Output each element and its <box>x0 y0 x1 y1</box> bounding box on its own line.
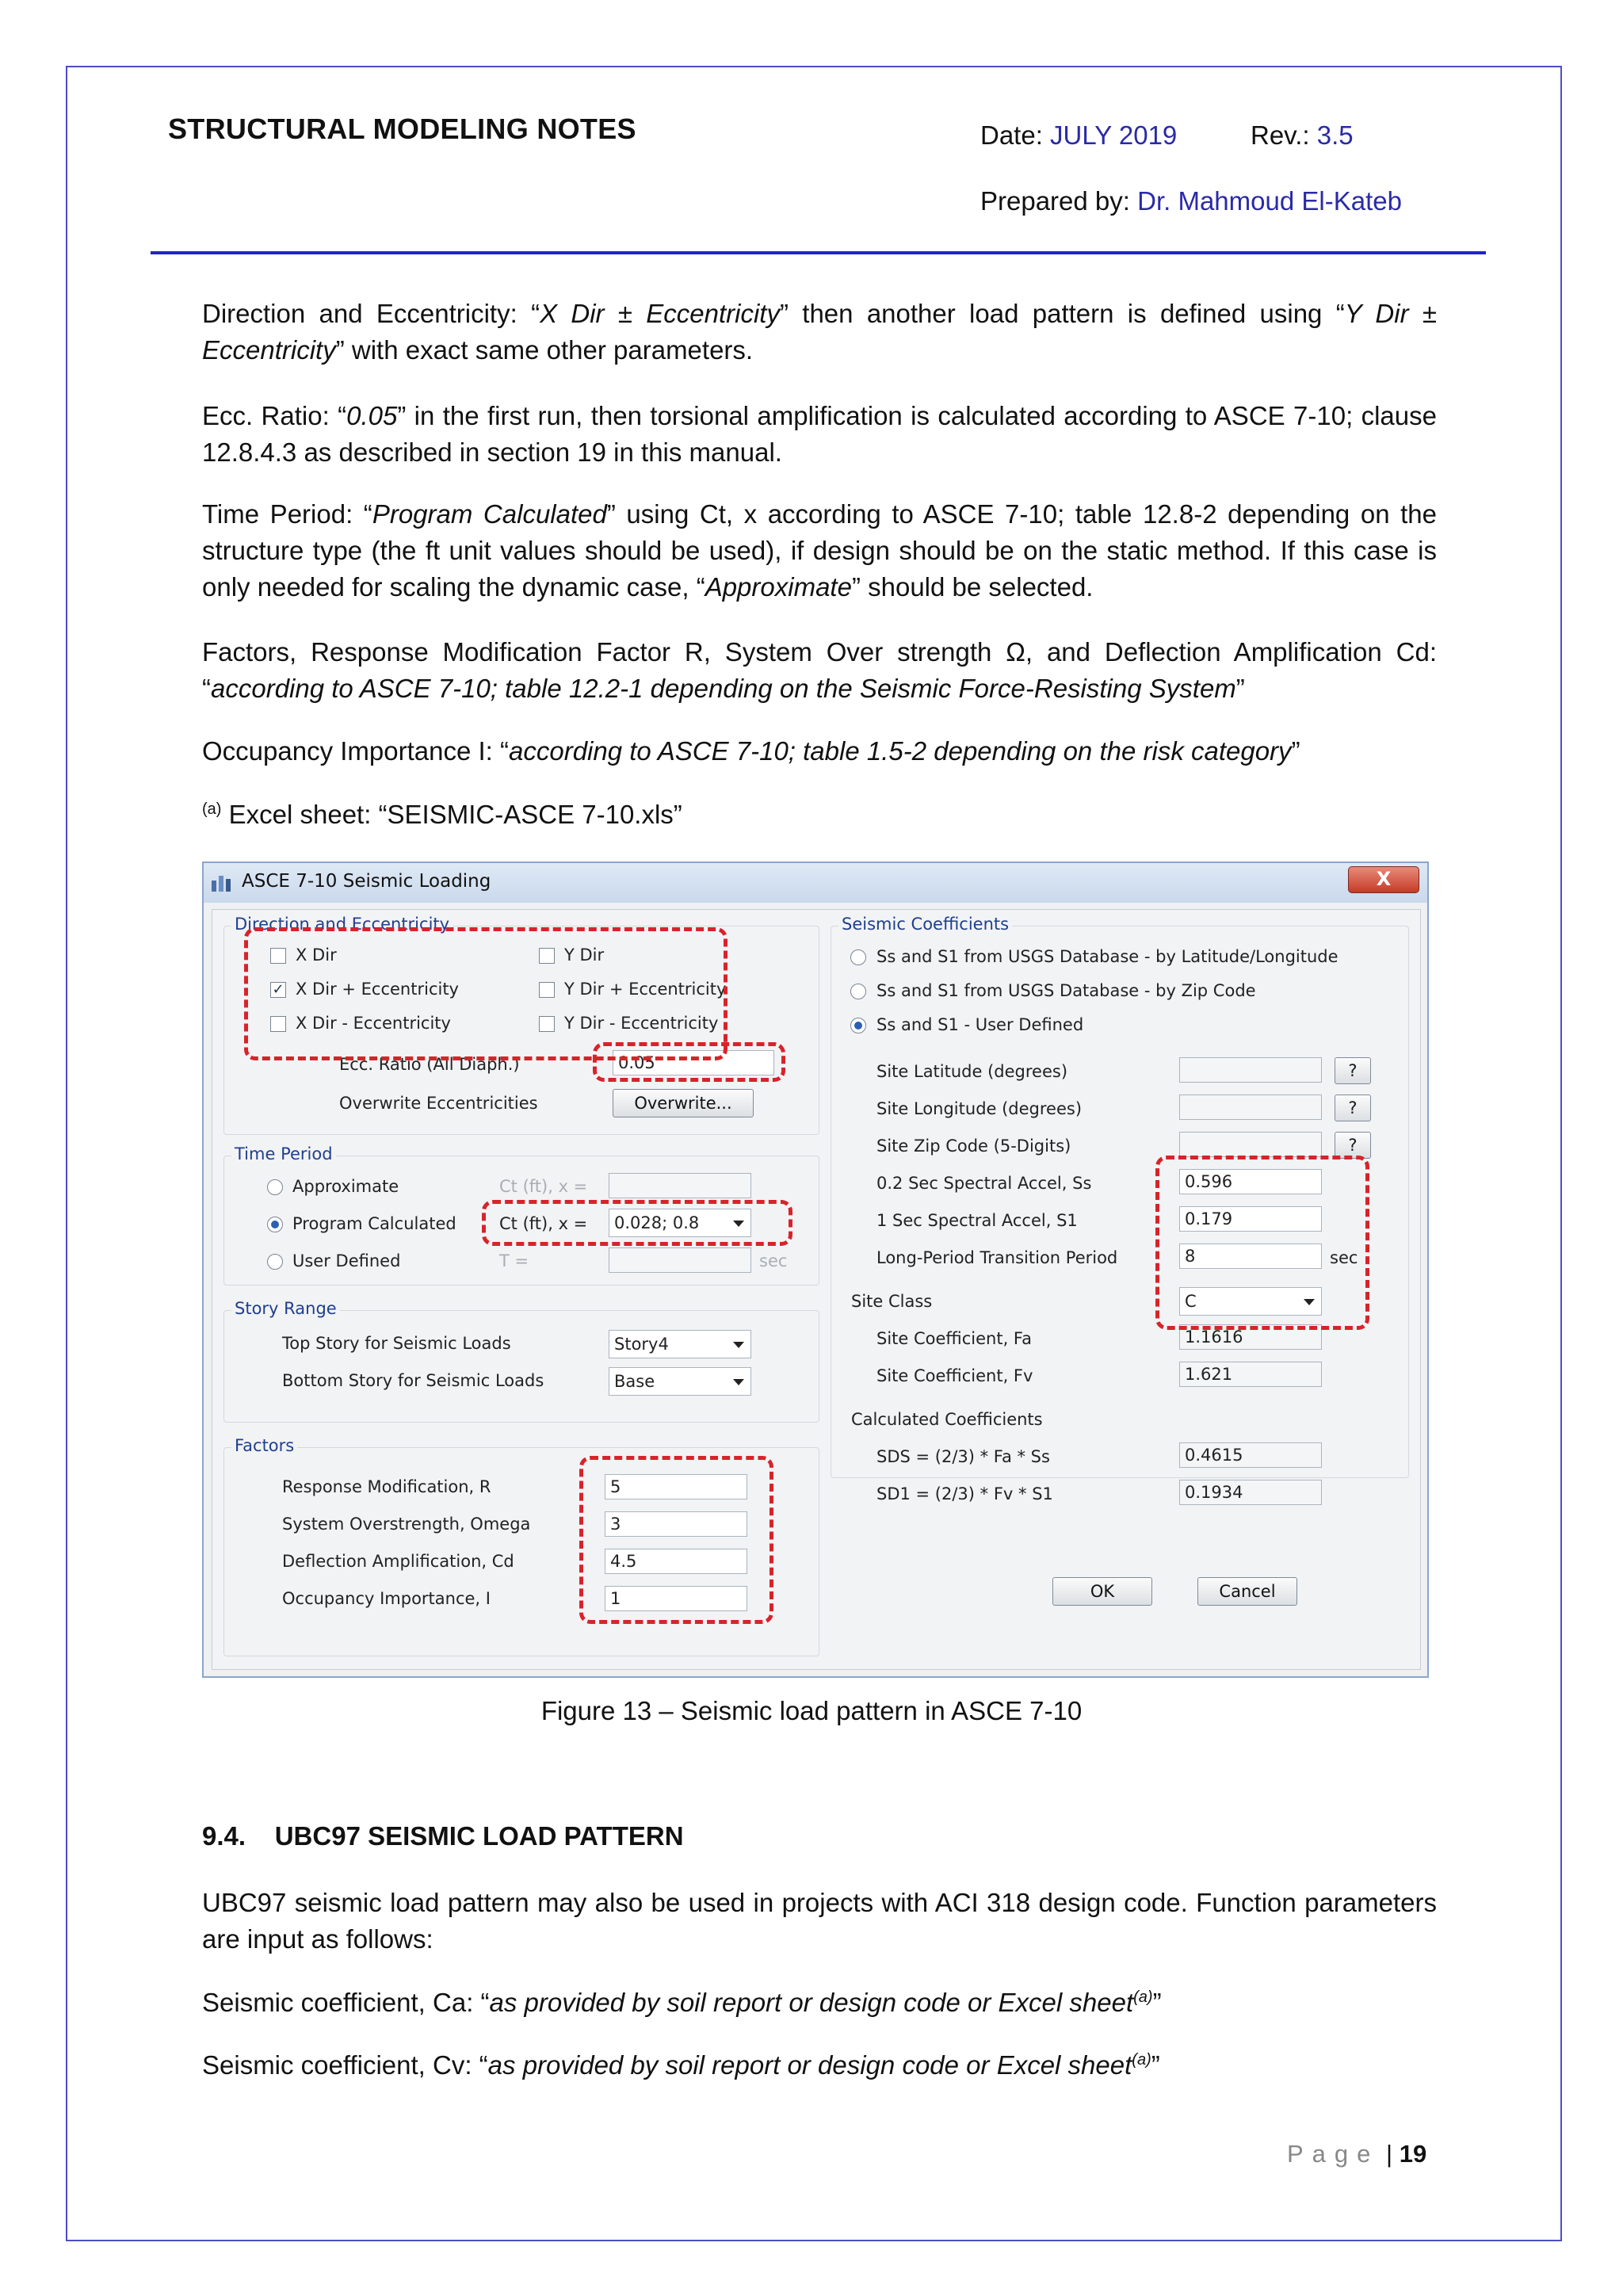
overstrength-label: System Overstrength, Omega <box>282 1515 531 1534</box>
x-dir-minus-ecc-label: X Dir - Eccentricity <box>296 1014 451 1033</box>
ss-input[interactable]: 0.596 <box>1179 1169 1322 1194</box>
y-dir-label: Y Dir <box>564 946 605 965</box>
site-longitude-input[interactable] <box>1179 1095 1322 1120</box>
calculated-coef-label: Calculated Coefficients <box>851 1410 1043 1429</box>
page-number: Page | 19 <box>1287 2140 1427 2168</box>
long-period-input[interactable]: 8 <box>1179 1244 1322 1269</box>
dialog-title: ASCE 7-10 Seismic Loading <box>242 871 491 892</box>
site-coef-fv-value: 1.621 <box>1179 1362 1322 1387</box>
sd1-value: 0.1934 <box>1179 1480 1322 1505</box>
paragraph-ecc-ratio: Ecc. Ratio: “0.05” in the first run, then torsional amplification is calculated according to ASCE 7-10; clause 12.8.4.3 as described in section 19 in this manual. <box>202 401 1437 467</box>
x-dir-label: X Dir <box>296 946 337 965</box>
site-longitude-label: Site Longitude (degrees) <box>876 1099 1083 1118</box>
bottom-story-label: Bottom Story for Seismic Loads <box>282 1371 544 1390</box>
site-class-label: Site Class <box>851 1292 933 1311</box>
ct-approx-input[interactable] <box>609 1173 751 1198</box>
site-class-dropdown[interactable]: C <box>1179 1287 1322 1316</box>
section-heading: 9.4. UBC97 SEISMIC LOAD PATTERN <box>202 1821 684 1851</box>
seismic-loading-dialog <box>202 861 1429 1678</box>
doc-revision: Rev.: 3.5 <box>1251 120 1354 150</box>
long-period-sec-unit: sec <box>1330 1248 1358 1267</box>
longitude-help-button[interactable]: ? <box>1335 1095 1371 1121</box>
paragraph-direction: Direction and Eccentricity: “X Dir ± Eccentricity” then another load pattern is defined using “Y Dir ± Eccentricity” with exact same other parameters. <box>202 299 1437 365</box>
overwrite-ecc-label: Overwrite Eccentricities <box>339 1094 538 1113</box>
highlight-direction <box>244 927 727 1060</box>
usgs-zip-radio[interactable] <box>850 984 866 999</box>
app-icon <box>210 873 234 893</box>
group-seismic-label: Seismic Coefficients <box>838 915 1012 934</box>
user-defined-radio[interactable] <box>267 1254 283 1270</box>
site-coef-fa-value: 1.1616 <box>1179 1324 1322 1350</box>
dialog-body <box>212 909 1421 1670</box>
occupancy-importance-label: Occupancy Importance, I <box>282 1589 491 1608</box>
usgs-latlon-radio[interactable] <box>850 949 866 965</box>
site-zip-label: Site Zip Code (5-Digits) <box>876 1137 1071 1156</box>
usgs-zip-label: Ss and S1 from USGS Database - by Zip Code <box>876 981 1256 1000</box>
figure-caption: Figure 13 – Seismic load pattern in ASCE 7-10 <box>540 1696 1083 1725</box>
top-story-dropdown[interactable]: Story4 <box>609 1330 751 1358</box>
site-coef-fv-label: Site Coefficient, Fv <box>876 1366 1033 1385</box>
t-sec-unit: sec <box>759 1251 788 1270</box>
doc-title: STRUCTURAL MODELING NOTES <box>168 113 636 145</box>
ct-dropdown[interactable]: 0.028; 0.8 <box>609 1209 751 1237</box>
response-mod-label: Response Modification, R <box>282 1477 491 1496</box>
deflection-amp-label: Deflection Amplification, Cd <box>282 1552 514 1571</box>
user-defined-ss-label: Ss and S1 - User Defined <box>876 1015 1084 1034</box>
occupancy-importance-input[interactable]: 1 <box>605 1586 747 1611</box>
ct-label: Ct (ft), x = <box>499 1214 588 1233</box>
highlight-spectral <box>1155 1156 1369 1330</box>
paragraph-ubc97: UBC97 seismic load pattern may also be used in projects with ACI 318 design code. Function parameters are input as follows: <box>202 1888 1437 1954</box>
approximate-radio[interactable] <box>267 1179 283 1195</box>
bottom-story-dropdown[interactable]: Base <box>609 1367 751 1396</box>
dialog-titlebar <box>204 863 1427 903</box>
program-calculated-label: Program Calculated <box>292 1214 456 1233</box>
t-label: T = <box>499 1251 529 1270</box>
latitude-help-button[interactable]: ? <box>1335 1057 1371 1084</box>
paragraph-cv: Seismic coefficient, Cv: “as provided by soil report or design code or Excel sheet$^{(a)}$” <box>202 2050 1160 2080</box>
group-story-range <box>223 1310 819 1423</box>
group-factors-label: Factors <box>231 1436 297 1455</box>
doc-date: Date: JULY 2019 <box>980 120 1178 150</box>
cancel-button[interactable]: Cancel <box>1197 1577 1297 1606</box>
t-input[interactable] <box>609 1247 751 1273</box>
header-rule <box>151 251 1486 254</box>
s1-label: 1 Sec Spectral Accel, S1 <box>876 1211 1078 1230</box>
ecc-ratio-label: Ecc. Ratio (All Diaph.) <box>339 1055 520 1074</box>
overwrite-button[interactable]: Overwrite... <box>613 1089 754 1117</box>
x-dir-plus-ecc-checkbox[interactable]: ✓ <box>270 982 286 998</box>
ss-label: 0.2 Sec Spectral Accel, Ss <box>876 1174 1092 1193</box>
ct-approx-label: Ct (ft), x = <box>499 1177 588 1196</box>
site-coef-fa-label: Site Coefficient, Fa <box>876 1329 1032 1348</box>
sd1-label: SD1 = (2/3) * Fv * S1 <box>876 1484 1053 1503</box>
paragraph-time-period: Time Period: “Program Calculated” using Ct, x according to ASCE 7-10; table 12.8-2 depending on the structure type (the ft unit values should be used), if design should be on the static method. If this case is only needed for scaling the dynamic case, “Approximate” should be selected. <box>202 499 1437 602</box>
chevron-down-icon <box>733 1342 744 1348</box>
site-latitude-input[interactable] <box>1179 1057 1322 1083</box>
highlight-ecc-ratio <box>593 1042 785 1082</box>
approximate-label: Approximate <box>292 1177 399 1196</box>
paragraph-excel-sheet: $^{(a)}$ Excel sheet: “SEISMIC-ASCE 7-10.xls” <box>202 800 682 829</box>
highlight-ct <box>482 1200 792 1246</box>
overstrength-input[interactable]: 3 <box>605 1511 747 1537</box>
response-mod-input[interactable]: 5 <box>605 1474 747 1499</box>
deflection-amp-input[interactable]: 4.5 <box>605 1549 747 1574</box>
site-latitude-label: Site Latitude (degrees) <box>876 1062 1068 1081</box>
usgs-latlon-label: Ss and S1 from USGS Database - by Latitude/Longitude <box>876 947 1338 966</box>
s1-input[interactable]: 0.179 <box>1179 1206 1322 1232</box>
x-dir-plus-ecc-label: X Dir + Eccentricity <box>296 980 459 999</box>
zip-help-button[interactable]: ? <box>1335 1132 1371 1159</box>
top-story-label: Top Story for Seismic Loads <box>282 1334 511 1353</box>
user-defined-label: User Defined <box>292 1251 401 1270</box>
ok-button[interactable]: OK <box>1052 1577 1152 1606</box>
close-button[interactable]: X <box>1348 866 1419 893</box>
program-calculated-radio[interactable] <box>267 1217 283 1232</box>
group-story-range-label: Story Range <box>231 1299 340 1318</box>
sds-value: 0.4615 <box>1179 1442 1322 1468</box>
site-zip-input[interactable] <box>1179 1132 1322 1157</box>
group-direction-label: Direction and Eccentricity <box>231 915 453 934</box>
ecc-ratio-input[interactable]: 0.05 <box>613 1050 774 1075</box>
long-period-label: Long-Period Transition Period <box>876 1248 1118 1267</box>
paragraph-ca: Seismic coefficient, Ca: “as provided by soil report or design code or Excel sheet$^{(a)}$” <box>202 1988 1162 2017</box>
highlight-factors <box>579 1456 773 1624</box>
y-dir-minus-ecc-label: Y Dir - Eccentricity <box>564 1014 719 1033</box>
sds-label: SDS = (2/3) * Fa * Ss <box>876 1447 1050 1466</box>
user-defined-ss-radio[interactable] <box>850 1018 866 1033</box>
y-dir-plus-ecc-label: Y Dir + Eccentricity <box>564 980 727 999</box>
paragraph-factors: Factors, Response Modification Factor R, System Over strength Ω, and Deflection Amplification Cd: “according to ASCE 7-10; table 12.2-1 depending on the Seismic Force-Resisting System” <box>202 637 1437 703</box>
paragraph-occupancy: Occupancy Importance I: “according to ASCE 7-10; table 1.5-2 depending on the risk category” <box>202 736 1300 766</box>
group-time-period-label: Time Period <box>231 1144 336 1163</box>
doc-author: Prepared by: Dr. Mahmoud El-Kateb <box>980 186 1402 216</box>
chevron-down-icon <box>733 1379 744 1385</box>
